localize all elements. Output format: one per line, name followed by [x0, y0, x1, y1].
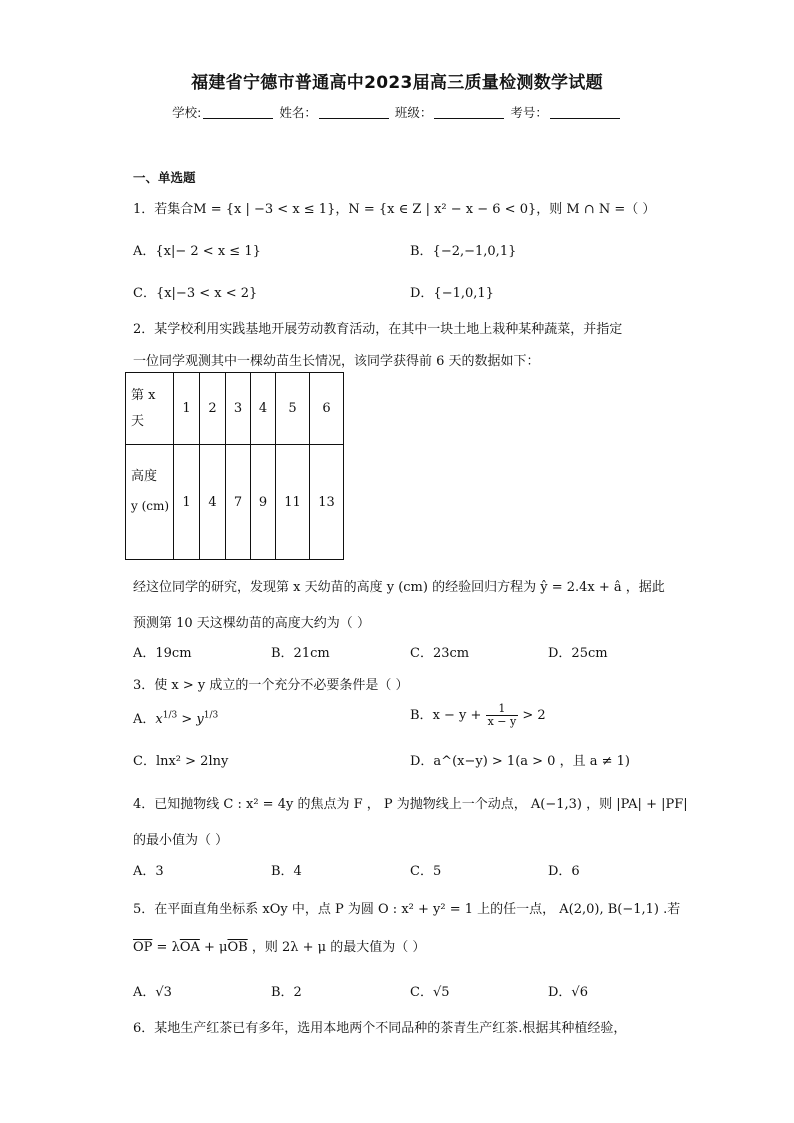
q1-stem [133, 198, 655, 217]
q1-option-d[interactable]: D．{−1,0,1} [410, 286, 494, 301]
table-row-heights [126, 445, 344, 560]
growth-data-table [125, 372, 344, 560]
q5-option-c[interactable]: C．√5 [410, 985, 450, 1000]
school-blank[interactable] [203, 106, 273, 119]
exam-no-blank[interactable] [550, 106, 620, 119]
q3-option-b[interactable] [410, 703, 546, 728]
q4-option-b[interactable]: B．4 [271, 864, 302, 879]
q4-option-c[interactable]: C．5 [410, 864, 442, 879]
q1-stem-a: 1．若集合 [133, 202, 194, 217]
q5-vector-oa: $\overline{OA}$ [179, 940, 200, 955]
q5-option-a[interactable]: A．√3 [133, 985, 172, 1000]
q4-option-a[interactable]: A．3 [133, 864, 164, 879]
q2-line3: 经这位同学的研究，发现第 x 天幼苗的高度 y (cm) 的经验回归方程为 ŷ = 2.4x + â ，据此 [133, 580, 665, 595]
table-cell: 11 [276, 445, 310, 560]
q2-option-d[interactable]: D．25cm [548, 646, 608, 661]
q1-sep: ， [335, 202, 349, 217]
student-info-line [0, 103, 794, 121]
q4-line1: 4．已知抛物线 C : x² = 4y 的焦点为 F ， P 为抛物线上一个动点， A(−1,3) ，则 |PA| + |PF| [133, 797, 688, 812]
table-cell: 6 [310, 373, 344, 445]
q5-line2 [133, 936, 425, 955]
q2-line2: 一位同学观测其中一棵幼苗生长情况，该同学获得前 6 天的数据如下： [133, 354, 540, 369]
q1-option-b[interactable]: B．{−2,−1,0,1} [410, 244, 517, 259]
class-blank[interactable] [434, 106, 504, 119]
q5-line2-tail: ，则 2λ + μ 的最大值为（ ） [247, 940, 426, 955]
q3-a-base1: x [155, 712, 163, 727]
table-cell: 1 [174, 373, 200, 445]
table-head-day-a: 第 x [131, 387, 156, 403]
q2-option-c[interactable]: C．23cm [410, 646, 470, 661]
q5-line2-mid: = λ [152, 940, 180, 955]
table-cell: 9 [251, 445, 276, 560]
table-cell: 5 [276, 373, 310, 445]
q5-option-b[interactable]: B．2 [271, 985, 302, 1000]
q3-b-num: 1 [486, 703, 519, 716]
q3-option-b-label: B． [410, 708, 433, 723]
q2-line1: 2．某学校利用实践基地开展劳动教育活动，在其中一块土地上栽种某种蔬菜，并指定 [133, 322, 623, 337]
name-label: 姓名： [279, 105, 317, 120]
table-cell: 4 [200, 445, 226, 560]
table-cell: 2 [200, 373, 226, 445]
q3-a-exp2: 1/3 [203, 710, 219, 721]
q3-option-c[interactable]: C．lnx² > 2lny [133, 754, 229, 769]
q4-option-d[interactable]: D．6 [548, 864, 580, 879]
q5-vector-op: $\overline{OP}$ [133, 940, 153, 955]
q3-stem: 3．使 x > y 成立的一个充分不必要条件是（ ） [133, 678, 409, 693]
table-head-height-b: y (cm) [131, 499, 170, 513]
table-cell: 4 [251, 373, 276, 445]
q5-vector-ob: $\overline{OB}$ [227, 940, 248, 955]
q3-a-mid: > [177, 712, 197, 727]
q3-option-d[interactable]: D．a^(x−y) > 1(a > 0 ，且 a ≠ 1) [410, 754, 630, 769]
q5-line1: 5．在平面直角坐标系 xOy 中，点 P 为圆 O : x² + y² = 1 上的任一点， A(2,0), B(−1,1) .若 [133, 902, 681, 917]
class-label: 班级： [394, 105, 433, 120]
table-head-day [126, 373, 174, 445]
q3-b-right: > 2 [518, 708, 546, 723]
page-title: 福建省宁德市普通高中2023届高三质量检测数学试题 [191, 73, 603, 93]
section-heading: 一、单选题 [133, 170, 196, 185]
q3-b-den: x − y [487, 715, 517, 728]
q3-a-exp1: 1/3 [162, 710, 178, 721]
table-row-days [126, 373, 344, 445]
q1-option-a[interactable]: A．{x|− 2 < x ≤ 1} [133, 244, 261, 259]
exam-no-label: 考号： [510, 105, 548, 120]
name-blank[interactable] [319, 106, 389, 119]
q2-option-b[interactable]: B．21cm [271, 646, 330, 661]
q5-option-d[interactable]: D．√6 [548, 985, 588, 1000]
table-head-height-a: 高度 [131, 469, 158, 484]
q3-b-left: x − y + [432, 708, 486, 723]
table-head-height [126, 445, 174, 560]
q1-set-m: M = {x | −3 < x ≤ 1} [193, 202, 336, 217]
q2-option-a[interactable]: A．19cm [133, 646, 192, 661]
q1-set-n: N = {x ∈ Z | x² − x − 6 < 0} [348, 202, 537, 217]
q2-line4: 预测第 10 天这棵幼苗的高度大约为（ ） [133, 616, 370, 631]
q3-b-fraction [486, 703, 519, 728]
q4-line2: 的最小值为（ ） [133, 833, 229, 848]
q6-line1: 6．某地生产红茶已有多年，选用本地两个不同品种的茶青生产红茶.根据其种植经验， [133, 1021, 627, 1036]
q5-line2-mid2: + μ [199, 940, 228, 955]
table-cell: 7 [226, 445, 251, 560]
q1-option-c[interactable]: C．{x|−3 < x < 2} [133, 286, 258, 301]
q3-a-base2: y [196, 712, 204, 727]
q3-option-a[interactable] [133, 708, 218, 727]
table-cell: 1 [174, 445, 200, 560]
table-cell: 3 [226, 373, 251, 445]
q3-option-a-label: A． [133, 712, 156, 727]
q1-stem-b: ，则 M ∩ N =（ ） [536, 202, 656, 217]
table-cell: 13 [310, 445, 344, 560]
school-label: 学校: [172, 105, 202, 120]
table-head-day-b: 天 [131, 413, 145, 429]
